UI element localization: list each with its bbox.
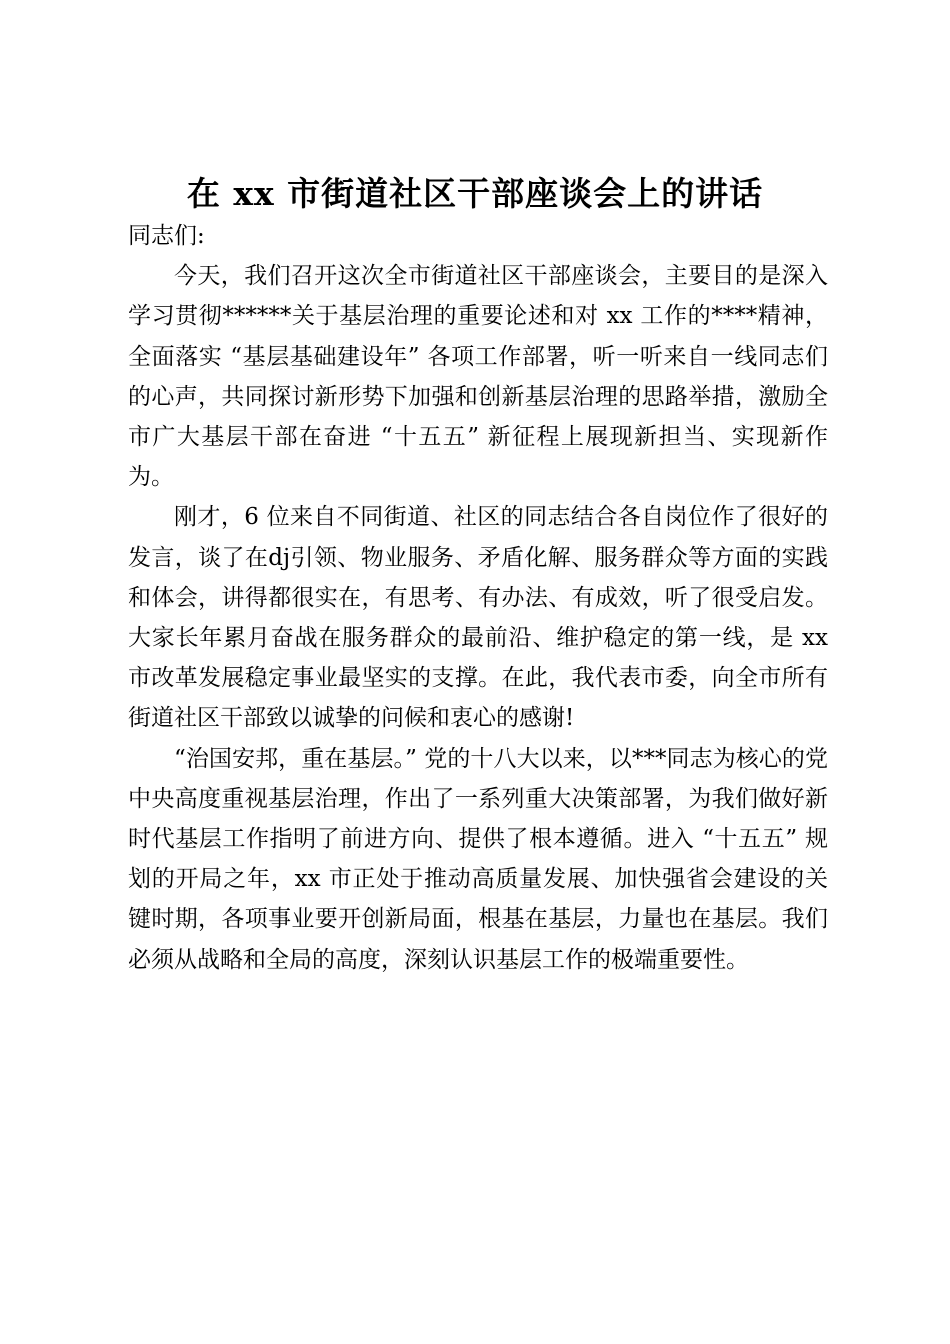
document-body	[128, 216, 828, 980]
paragraph-3: “治国安邦，重在基层。” 党的十八大以来，以***同志为核心的党中央高度重视基层治理，作出了一系列重大决策部署，为我们做好新时代基层工作指明了前进方向、提供了根本遵循。进入 “十五五” 规划的开局之年，xx 市正处于推动高质量发展、加快强省会建设的关键时期，各项事业要开创新局面，根基在基层，力量也在基层。我们必须从战略和全局的高度，深刻认识基层工作的极端重要性。	[128, 745, 828, 973]
paragraph-1: 今天，我们召开这次全市街道社区干部座谈会，主要目的是深入学习贯彻******关于基层治理的重要论述和对 xx 工作的****精神，全面落实 “基层基础建设年” 各项工作部署，听一听来自一线同志们的心声，共同探讨新形势下加强和创新基层治理的思路举措，激励全市广大基层干部在奋进 “十五五” 新征程上展现新担当、实现新作为。	[128, 263, 828, 491]
document-title: 在 xx 市街道社区干部座谈会上的讲话	[186, 174, 764, 213]
salutation: 同志们:	[128, 223, 205, 249]
paragraph-2: 刚才，6 位来自不同街道、社区的同志结合各自岗位作了很好的发言，谈了在dj引领、物业服务、矛盾化解、服务群众等方面的实践和体会，讲得都很实在，有思考、有办法、有成效，听了很受启发。大家长年累月奋战在服务群众的最前沿、维护稳定的第一线，是 xx 市改革发展稳定事业最坚实的支撑。在此，我代表市委，向全市所有街道社区干部致以诚挚的问候和衷心的感谢!	[128, 504, 828, 732]
